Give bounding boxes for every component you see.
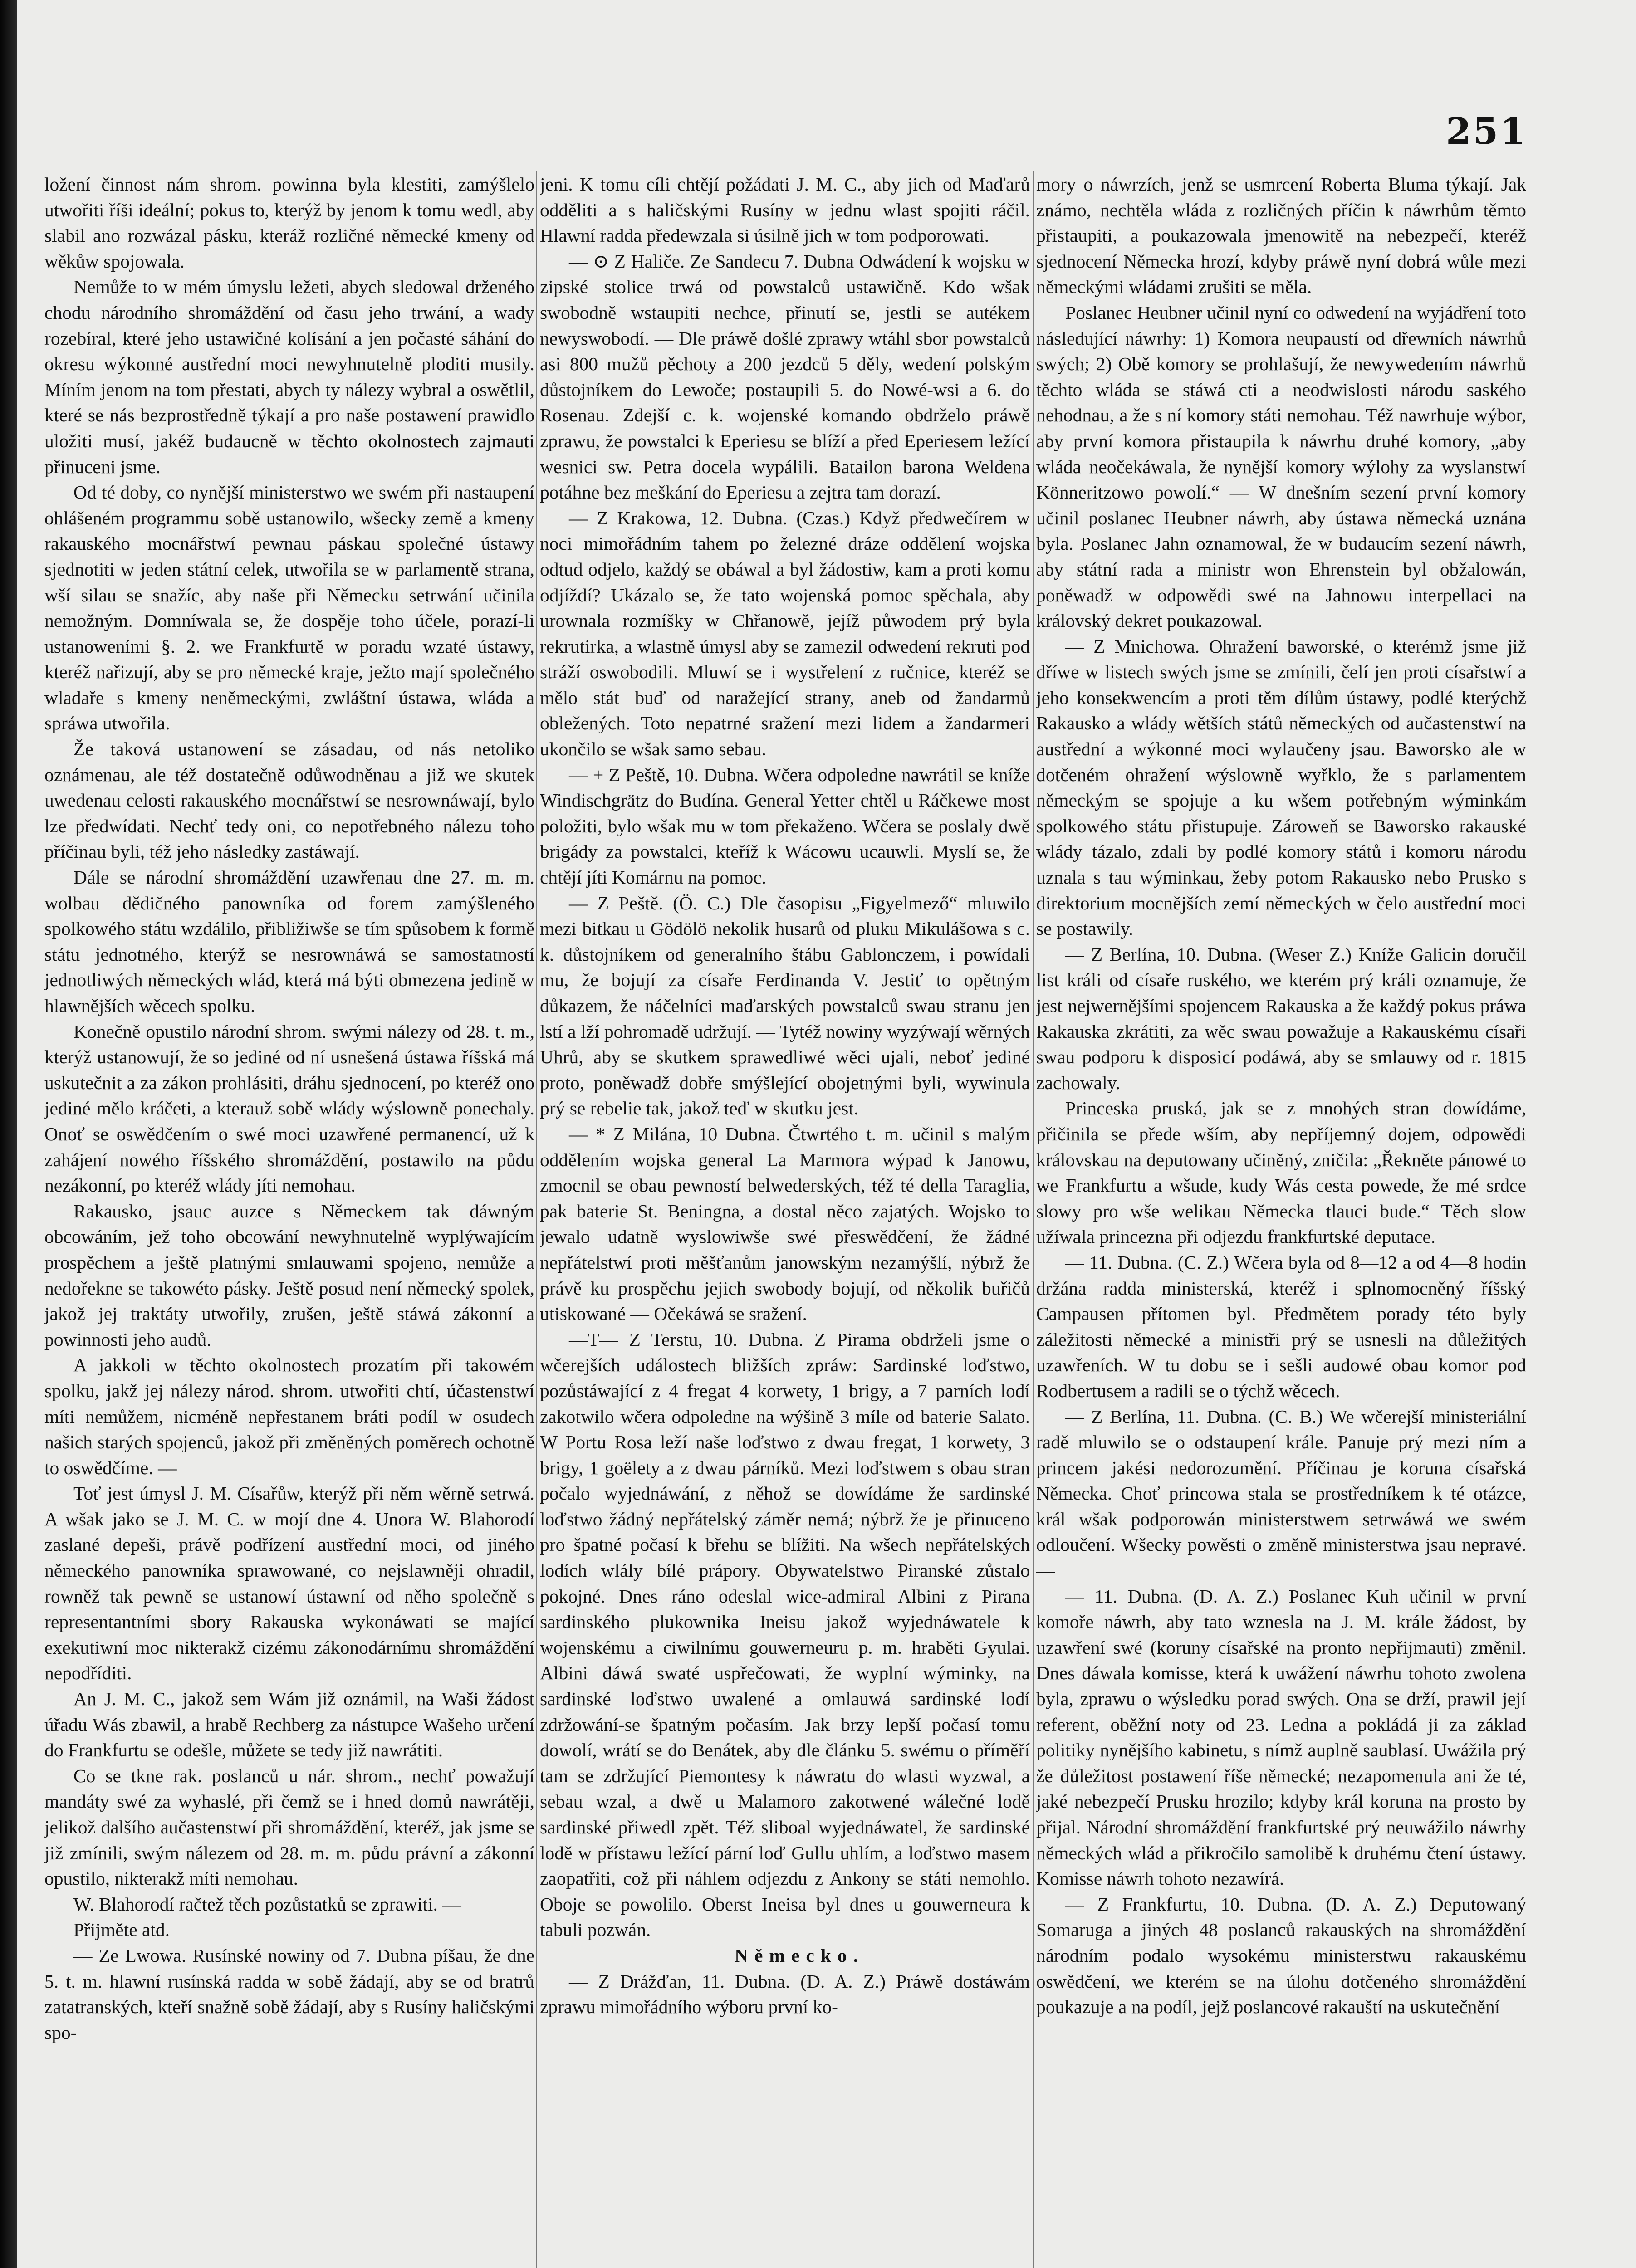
article-paragraph: — 11. Dubna. (D. A. Z.) Poslanec Kuh učinil w první komoře náwrh, aby tato wznesla na J. M. krále žádost, by uzawření swé (koruny císařské na pronto nepřijmauti) změnil. Dnes dáwala komisse, která k uwážení náwrhu tohoto zwolena byla, zprawu o wýsledku porad swých. Ona se drží, prawil její referent, oběžní noty od 23. Ledna a pokládá ji za základ politiky nynějšího kabinetu, s nímž auplně saublasí. Uwážila prý že důležitost postawení říše německé; nezapomenula ani že té, jaké nebezpečí Prusku hrozilo; kdyby král koruna na prosto by přijal. Národní shromáždění frankfurtské prý neuwážilo náwrhy německých wlád a přikročilo samolibě k druhému čtení ústawy. Komisse náwrh tohoto nezawírá. xyxy=(1036,1585,1526,1889)
article-paragraph: Přijměte atd. xyxy=(73,1919,170,1941)
column-rule xyxy=(536,171,537,2268)
article-paragraph: —T— Z Terstu, 10. Dubna. Z Pirama obdrželi jsme o wčerejších událostech bližších zpráw: Sardinské loďstwo, pozůstáwající z 4 fregat 4 korwety, 1 brigy, a 7 parních lodí zakotwilo wčera odpoledne na wýšině 3 míle od baterie Salato. W Portu Rosa leží naše loďstwo z dwau fregat, 1 korwety, 3 brigy, 1 goëlety a z dwau párníků. Mezi loďstwem s obau stran počalo wyjednáwání, z něhož se dowídáme že sardinské loďstwo žádný nepřátelský záměr nemá; nýbrž že je přinuceno pro špatné počasí k břehu se blížiti. Na wšech nepřátelských lodích wlály bílé prápory. Obywatelstwo Piranské zůstalo pokojné. Dnes ráno odeslal wice-admiral Albini z Pirana sardinského plukownika Ineisu jakož wyjednáwatele k wojenskému a ciwilnímu gouwerneuru p. m. hraběti Gyulai. Albini dáwá swaté uspřečowati, že wyplní wýminky, na sardinské loďstwo uwalené a omlauwá sardinské lodí zdržowání-se špatným počasím. Jak brzy lepší počasí tomu dowolí, wrátí se do Benátek, aby dle článku 5. swému o příměří tam se zdržující Piemontesy k náwratu do wlasti wyzwal, a sebau wzal, a dwě u Malamoro zakotwené wálečné lodě sardinské přiwedl zpět. Též sliboal wyjednáwatel, že sardinské lodě w přístawu ležící pární loď Gullu uhlím, a loďstwo masem zaopatřiti, což při náhlem odjezdu z Ankony se státi nemohlo. Oboje se powolilo. Oberst Ineisa byl dnes u gouwerneura k tabuli pozwán. xyxy=(540,1329,1030,1941)
column-rule xyxy=(1033,171,1034,2268)
article-paragraph: — * Z Milána, 10 Dubna. Čtwrtého t. m. učinil s malým oddělením wojska general La Marmora wýpad k Janowu, zmocnil se obau pewností belwederských, též té della Taraglia, pak baterie St. Beningna, a dostal něco zajatých. Wojsko to jewalo udatně wyslowiwše swé přeswědčení, že žádné nepřátelstwí proti měšťanům janowským nezamýšlí, nýbrž že právě ku prospěchu jejich swobody bojují, od několik buřičů utiskowané — Očekáwá se sražení. xyxy=(540,1123,1030,1325)
article-paragraph: — Z Berlína, 10. Dubna. (Weser Z.) Kníže Galicin doručil list králi od císaře ruského, we kterém prý králi oznamuje, že jest nejwernějšími spojencem Rakauska a že každý pokus práwa Rakauska zkrátiti, za wěc swau powažuje a Rakauskému císaři swau podporu k disposicí podáwá, aby se smlauwy od r. 1815 zachowaly. xyxy=(1036,943,1526,1093)
article-paragraph: Co se tkne rak. poslanců u nár. shrom., nechť powažují mandáty swé za wyhaslé, při čemž se i hned domů nawrátěji, jelikož dalšího aučastenstwí při shromáždění, kteréž, jak jsme se již zmínili, swým nálezem od 28. m. m. půdu právní a zákonní opustilo, nikterakž míti nemohau. xyxy=(44,1765,534,1889)
article-paragraph: — Z Peště. (Ö. C.) Dle časopisu „Figyelmező“ mluwilo mezi bitkau u Gödölö nekolik husarů od pluku Mikulášowa s c. k. důstojníkem od generalního štábu Gablonczem, i powídali mu, že bojují za císaře Ferdinanda V. Jestiť to opětným důkazem, že náčelníci maďarských powstalců swau stranu jen lstí a lží pohromadě udržují. — Tytéž nowiny wyzýwají wěrných Uhrů, aby se skutkem sprawedliwé wěci ujali, neboť jediné proto, poněwadž dobře smýšlející obojetnými byli, wywinula prý se rebelie tak, jakož teď w skutku jest. xyxy=(540,892,1030,1119)
section-heading: Německo. xyxy=(734,1945,864,1966)
article-paragraph: Poslanec Heubner učinil nyní co odwedení na wyjádření toto následující náwrhy: 1) Komora neupaustí od dřewních náwrhů swých; 2) Obě komory se prohlašují, že newywedením náwrhů těchto wláda se stáwá cti a neodwislosti národu saského nehodnau, a že s ní komory státi nemohau. Též nawrhuje wýbor, aby první komora přistaupila k náwrhu druhé komory, „aby wláda neočekáwala, že nynější komory wýlohy za wyslanstwí Könneritzowo powolí.“ — W dnešním sezení první komory učinil poslanec Heubner náwrh, aby ústawa německá uznána byla. Poslanec Jahn oznamowal, že w budaucím sezení náwrh, aby státní rada a ministr won Ehrenstein byl obžalowán, poněwadž w odpowědi swé na Jahnowu interpellaci na královský dekret poukazowal. xyxy=(1036,302,1526,631)
text-column-2 xyxy=(540,171,1030,2268)
text-column-3 xyxy=(1036,171,1526,2268)
newspaper-page xyxy=(17,0,1636,2268)
article-paragraph: — Z Berlína, 11. Dubna. (C. B.) We wčerejší ministeriální radě mluwilo se o odstaupení krále. Panuje prý mezi ním a princem jakési nedorozumění. Příčinau je koruna císařská Německa. Choť princowa stala se prostředníkem k té otázce, král wšak podporowán ministerstwem setrwáwá we swém odloučení. Wšecky powěsti o změně ministerstwa jsau nepravé. — xyxy=(1036,1406,1526,1581)
article-paragraph: mory o náwrzích, jenž se usmrcení Roberta Bluma týkají. Jak známo, nechtěla wláda z rozličných příčin k náwrhům těmto přistaupiti, a poukazowala jmenowitě na nebezpečí, kteréž sjednocení Německa hrozí, kdyby práwě nyní dobrá wůle mezi německými wládami zrušiti se měla. xyxy=(1036,174,1526,298)
scan-binding-edge xyxy=(0,0,17,2268)
article-paragraph: — Z Frankfurtu, 10. Dubna. (D. A. Z.) Deputowaný Somaruga a jiných 48 poslanců rakauských na shromáždění národním podalo wysokému ministerstwu rakauskému oswědčení, we kterém se na úlohu dotčeného shromáždění poukazuje a na podíl, jejž poslancové rakauští na uskutečnění xyxy=(1036,1893,1526,2018)
article-paragraph: — Z Drážďan, 11. Dubna. (D. A. Z.) Práwě dostáwám zprawu mimořádního wýboru první ko- xyxy=(540,1970,1030,2018)
page-number: 251 xyxy=(1446,110,1527,152)
article-paragraph: An J. M. C., jakož sem Wám již oznámil, na Waši žádost úřadu Wás zbawil, a hrabě Rechberg za nástupce Wašeho určení do Frankfurtu se odešle, můžete se tedy již nawrátiti. xyxy=(44,1688,534,1761)
article-paragraph: Princeska pruská, jak se z mnohých stran dowídáme, přičinila se přede wším, aby nepříjemný dojem, odpowědi královskau na deputowany učiněný, zničila: „Řekněte pánowé to we Frankfurtu a wšude, kudy Wás cesta powede, že mé srdce slowy pro wše welikau Německa tlauci bude.“ Těch slow užíwala princezna při odjezdu frankfurtské deputace. xyxy=(1036,1098,1526,1247)
article-paragraph: W. Blahorodí račtež těch pozůstatků se zprawiti. — xyxy=(73,1893,461,1915)
article-paragraph: Nemůže to w mém úmyslu ležeti, abych sledowal drženého chodu národního shromáždění od času jeho trwání, a wady rozebíral, které jeho ustawičné kolísání a jen počasté sáhání do okresu wýkonné austřední moci newyhnutelně ploditi musily. Míním jenom na tom přestati, abych ty nálezy wybral a oswětlil, které se nás bezprostředně týkají a pro naše postawení prawidlo uložiti musí, jakéž budaucně w těchto okolnostech zajmauti přinuceni jsme. xyxy=(44,276,534,477)
article-paragraph: ložení činnost nám shrom. powinna byla klestiti, zamýšlelo utwořiti říši ideální; pokus to, kterýž by jenom k tomu wedl, aby slabil ano rozwázal pásku, kteráž rozličné německé kmeny od wěkůw spojowala. xyxy=(44,174,534,272)
article-paragraph: Od té doby, co nynější ministerstwo we swém při nastaupení ohlášeném programmu sobě ustanowilo, wšecky země a kmeny rakauského mocnářstwí pewnau páskau společné ústawy sjednotiti w jeden státní celek, utwořila se w parlamentě strana, wší silau se snažíc, aby naše při Německu setrwání učinila nemožným. Domníwala se, že dospěje toho účele, porazí-li ustanoweními §. 2. we Frankfurtě w poradu wzaté ústawy, kteréž nařizují, aby se pro německé kraje, ježto mají společného wladaře s kmeny neněmeckými, zwláštní ústawa, wláda a spráwa utwořila. xyxy=(44,482,534,734)
article-paragraph: A jakkoli w těchto okolnostech prozatím při takowém spolku, jakž jej nálezy národ. shrom. utwořiti chtí, účastenstwí míti nemůžem, nicméně nepřestanem bráti podíl w osudech našich starých spojenců, jakož při změněných poměrech ochotně to oswědčíme. — xyxy=(44,1354,534,1478)
article-paragraph: Konečně opustilo národní shrom. swými nálezy od 28. t. m., kterýž ustanowují, že so jediné od ní usnešená ústawa říšská má uskutečnit a za zákon prohlásiti, dráhu sjednocení, po kteréž ono jediné mělo kráčeti, a kterauž sobě wlády wýslowně ponechaly. Onoť se oswědčením o swé moci uzawřené permanencí, už k zahájení nowého říšského shromáždění, postawilo na půdu nezákonní, po kteréž wlády jíti nemohau. xyxy=(44,1021,534,1196)
article-paragraph: Dále se národní shromáždění uzawřenau dne 27. m. m. wolbau dědičného panowníka od forem zamýšleného spolkowého státu wzdálilo, přibližiwše se tím spůsobem k formě státu jednotného, kterýž se nesrownáwá se samostatností jednotliwých německých wlád, která má býti obmezena jedině w hlawnějších wěcech spolku. xyxy=(44,867,534,1016)
article-paragraph: — + Z Peště, 10. Dubna. Wčera odpoledne nawrátil se kníže Windischgrätz do Budína. General Yetter chtěl u Ráčkewe most položiti, bylo wšak mu w tom překaženo. Wčera se poslaly dwě brigády za powstalci, kteříž k Wácowu ucauwli. Myslí se, že chtějí jíti Komárnu na pomoc. xyxy=(540,764,1030,888)
article-paragraph: — 11. Dubna. (C. Z.) Wčera byla od 8—12 a od 4—8 hodin držána radda ministerská, kteréž i splnomocněný říšský Campausen přítomen byl. Předmětem porady této byly záležitosti německé a ministři prý se usnesli na důležitých uzawřeních. W tu dobu se i sešli audowé obau komor pod Rodbertusem a radili se o týchž wěcech. xyxy=(1036,1251,1526,1401)
article-paragraph: — Z Mnichowa. Ohražení baworské, o kterémž jsme již dříwe w listech swých jsme se zmínili, čelí jen proti císařstwí a jeho konsekwencím a proti těm dílům ústawy, podlé kterýchž Rakausko a wlády wětších států německých od aučastenstwí na austřední a wýkonné moci wylaučeny jsau. Baworsko ale w dotčeném ohražení wýslowně wyřklo, že s parlamentem německým se spojuje a ku wšem potřebným wýminkám spolkowého státu přistupuje. Zároweň se Baworsko rakauské wlády tázalo, zdali by podlé komory států i komoru národu uznala s tau wýminkau, žeby potom Rakausko nebo Prusko s direktorium mocnějších zemí německých w čelo austřední moci se postawily. xyxy=(1036,635,1526,939)
article-paragraph: — Ze Lwowa. Rusínské nowiny od 7. Dubna píšau, že dne 5. t. m. hlawní rusínská radda w sobě žádají, aby se od bratrů zatatranských, kteří snažně sobě žádají, aby s Rusíny haličskými spo- xyxy=(44,1945,534,2043)
text-column-1 xyxy=(44,171,534,2268)
article-paragraph: — ⊙ Z Haliče. Ze Sandecu 7. Dubna Odwádení k wojsku w zipské stolice trwá od powstalců ustawičně. Kdo wšak swobodně wstaupiti nechce, přinutí se, jestli se autékem newyswobodí. — Dle práwě došlé zprawy wtáhl sbor powstalců asi 800 mužů pěchoty a 200 jezdců 5 děly, wedení polským důstojníkem do Lewoče; postaupili 5. do Nowé-wsi a 6. do Rosenau. Zdejší c. k. wojenské komando obdrželo práwě zprawu, že powstalci k Eperiesu se blíží a před Eperiesem ležící wesnici sw. Petra docela wypálili. Batailon barona Weldena potáhne bez meškání do Eperiesu a zejtra tam dorazí. xyxy=(540,250,1030,503)
article-paragraph: — Z Krakowa, 12. Dubna. (Czas.) Když předwečírem w noci mimořádním tahem po železné dráze oddělení wojska odtud odjelo, každý se obáwal a byl žádostiw, kam a proti komu odjíždí? Ukázalo se, že tato wojenská pomoc spěchala, aby urownala rozmíšky w Chřanowě, jejíž půwodem prý byla rekrutirka, a wlastně úmysl aby se zamezil odwedení rekruti pod stráží oswobodili. Mluwí se i wystřelení z ručnice, kteréž se mělo stát buď od naražející strany, aneb od žandarmů obležených. Toto nepatrné sražení mezi lidem a žandarmeri ukončilo se wšak samo sebau. xyxy=(540,507,1030,760)
article-paragraph: Toť jest úmysl J. M. Císařůw, kterýž při něm wěrně setrwá. A wšak jako se J. M. C. w mojí dne 4. Unora W. Blahorodí zaslané depeši, právě podřízení austřední moci, od jiného německého panowníka sprawowané, co nejslawněji ohradil, rowněž tak pewně se ustanowí ústawní od něho společně s representantními sbory Rakauska wykonáwati se mající exekutiwní moc nikterakž cizému zákonodárnímu shromáždění nepodříditi. xyxy=(44,1483,534,1684)
article-paragraph: Že taková ustanowení se zásadau, od nás netoliko oznámenau, ale též dostatečně odůwodněnau a již we skutek uwedenau celosti rakauského mocnářstwí se nesrownáwají, bylo lze předwídati. Nechť tedy oni, co nepotřebného nálezu toho příčinau byli, též jeho následky zastáwají. xyxy=(44,738,534,862)
article-paragraph: jeni. K tomu cíli chtějí požádati J. M. C., aby jich od Maďarů odděliti a s haličskými Rusíny w jednu wlast spojiti ráčil. Hlawní radda předewzala si úsilně jich w tom podporowati. xyxy=(540,174,1030,246)
article-paragraph: Rakausko, jsauc auzce s Německem tak dáwným obcowáním, jež toho obcowání newyhnutelně wyplýwajícím prospěchem a ještě platnými smlauwami spojeno, nemůže a nedořekne se takowéto pásky. Ještě posud není německý spolek, jakož jej traktáty utwořily, zrušen, ještě stáwá zákonní a powinnosti jeho audů. xyxy=(44,1200,534,1350)
